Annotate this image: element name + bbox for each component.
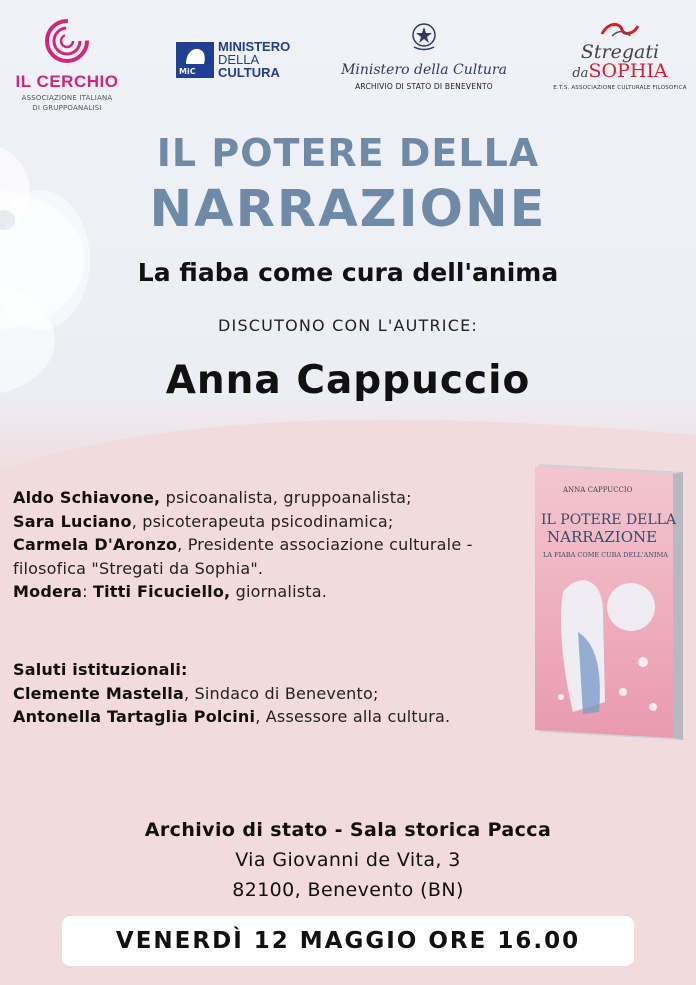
- cerchio-sub1: ASSOCIAZIONE ITALIANA: [21, 94, 113, 102]
- mic-text: MINISTERO DELLA CULTURA: [218, 39, 291, 80]
- author-name: Anna Cappuccio: [165, 358, 531, 403]
- intro-line: DISCUTONO CON L'AUTRICE:: [218, 316, 478, 335]
- sophia-ets: E.T.S. ASSOCIAZIONE CULTURALE FILOSOFICA: [553, 85, 687, 91]
- svg-text:LA FIABA COME CURA DELL'ANIMA: LA FIABA COME CURA DELL'ANIMA: [543, 551, 668, 559]
- sophia-script: Stregati: [580, 41, 660, 63]
- mic-bust-icon: [176, 44, 214, 66]
- mic-badge: MiC: [176, 42, 214, 78]
- svg-text:IL POTERE DELLA: IL POTERE DELLA: [541, 512, 677, 528]
- swirl-icon: [598, 20, 642, 40]
- greetings-list: [13, 658, 513, 729]
- cerchio-sub2: DI GRUPPOANALISI: [32, 104, 102, 112]
- ministero-script: Ministero della Cultura: [341, 62, 507, 78]
- stregati-da-sophia-logo: [550, 20, 690, 91]
- speakers-list: [13, 486, 513, 604]
- subtitle: La fiaba come cura dell'anima: [137, 258, 559, 287]
- mic-logo: [176, 38, 306, 82]
- book-cover-image: [533, 462, 688, 742]
- svg-text:ANNA CAPPUCCIO: ANNA CAPPUCCIO: [563, 486, 633, 494]
- venue-city: 82100, Benevento (BN): [232, 879, 464, 901]
- speaker-item: Aldo Schiavone, psicoanalista, gruppoanalista;: [13, 488, 412, 507]
- republic-emblem-icon: [409, 20, 439, 52]
- il-cerchio-logo: [12, 18, 122, 112]
- venue-street: Via Giovanni de Vita, 3: [235, 849, 461, 871]
- svg-text:NARRAZIONE: NARRAZIONE: [547, 528, 658, 546]
- event-date-box: VENERDÌ 12 MAGGIO ORE 16.00: [62, 916, 634, 966]
- greeting-item: Antonella Tartaglia Polcini, Assessore alla cultura.: [13, 707, 451, 726]
- ministero-archivio-logo: [340, 20, 508, 91]
- greeting-item: Clemente Mastella, Sindaco di Benevento;: [13, 683, 379, 703]
- venue-name: Archivio di stato - Sala storica Pacca: [144, 819, 552, 841]
- speaker-item: Sara Luciano, psicoterapeuta psicodinamica;: [13, 511, 394, 531]
- archivio-label: ARCHIVIO DI STATO DI BENEVENTO: [355, 82, 493, 91]
- cerchio-name: IL CERCHIO: [15, 72, 119, 91]
- title-line-2: NARRAZIONE: [149, 180, 547, 239]
- venue-block: [0, 815, 696, 905]
- moderator-item: Modera: Titti Ficuciello, giornalista.: [13, 582, 328, 601]
- sophia-brand: daSOPHIA: [572, 60, 668, 82]
- speaker-item: Carmela D'Aronzo, Presidente associazione culturale - filosofica "Stregati da Sophia".: [13, 535, 473, 578]
- greetings-heading: Saluti istituzionali:: [13, 660, 188, 679]
- cerchio-circle-icon: [42, 18, 92, 64]
- title-line-1: IL POTERE DELLA: [156, 131, 540, 175]
